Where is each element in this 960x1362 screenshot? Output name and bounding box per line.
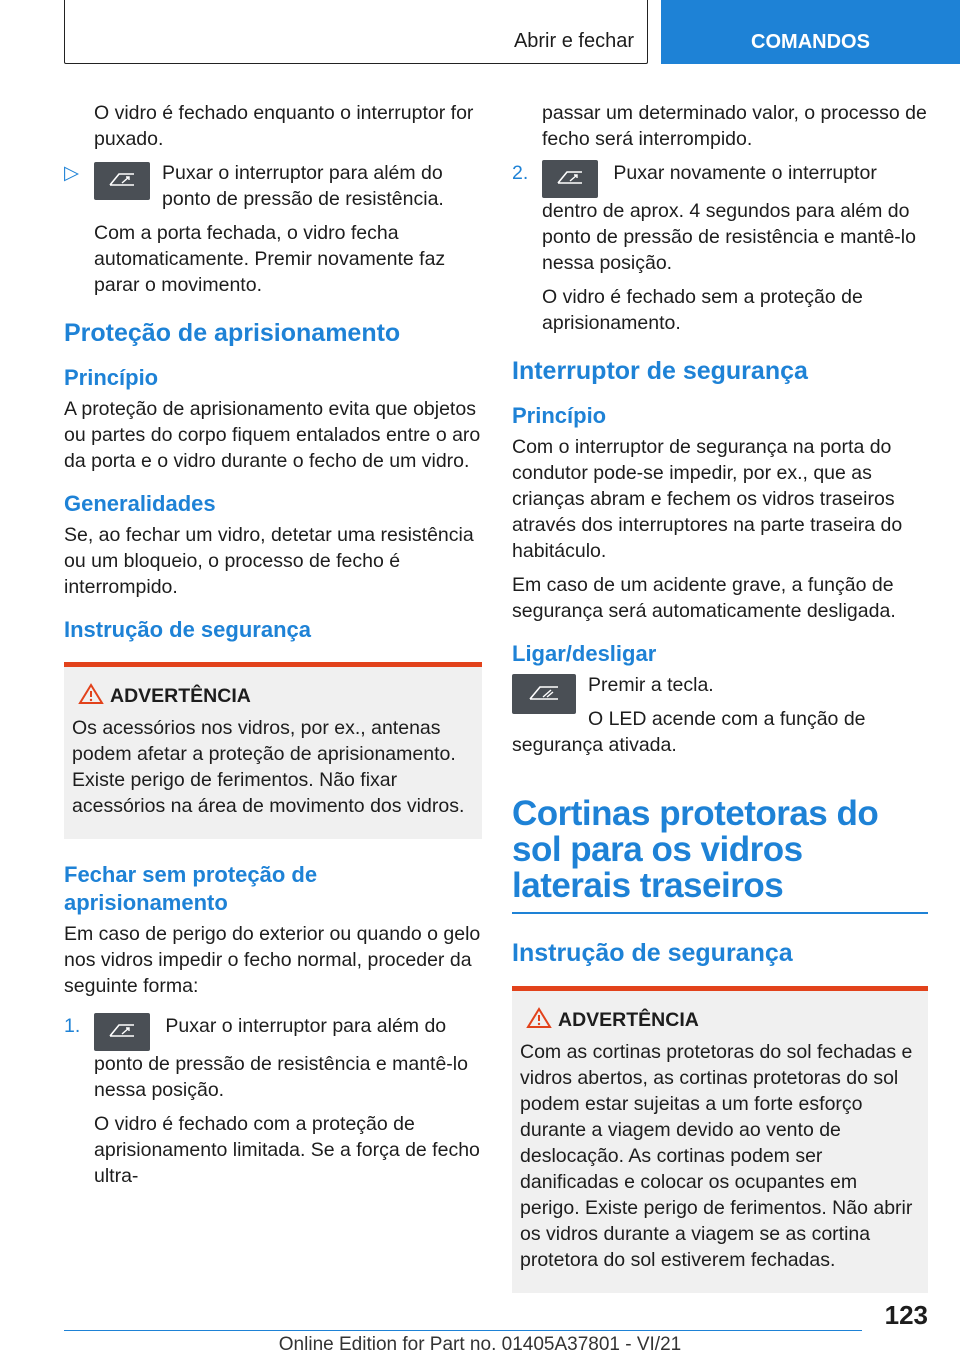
- paragraph: Se, ao fechar um vidro, detetar uma resistência ou um bloqueio, o processo de fecho é interrompido.: [64, 524, 474, 598]
- window-switch-icon: [94, 1013, 150, 1051]
- paragraph: A proteção de aprisionamento evita que objetos ou partes do corpo fiquem entalados entre o aro da porta e o vidro durante o fecho de um vidro.: [64, 398, 481, 472]
- triangle-bullet-icon: ▷: [64, 162, 79, 184]
- subheading-close-without-protection: Fechar sem proteção de aprisionamento: [64, 862, 318, 915]
- paragraph: Premir a tecla.: [588, 674, 714, 696]
- paragraph: Com o interruptor de segurança na porta do condutor pode-se impedir, por ex., que as crianças abram e fechem os vidros traseiros através dos interruptores na parte traseira do habitáculo.: [512, 436, 903, 562]
- subheading-principle: Princípio: [64, 365, 159, 390]
- paragraph: O LED acende com a função de segurança ativada.: [512, 708, 866, 756]
- warning-box: [512, 986, 928, 1293]
- step-text: Puxar novamente o interruptor dentro de aprox. 4 segundos para além do ponto de pressão de resistência e mantê-lo nessa posição.: [542, 162, 916, 274]
- footer-edition: Online Edition for Part no. 01405A37801 - VI/21: [278, 1334, 682, 1355]
- warning-text: Os acessórios nos vidros, por ex., antenas podem afetar a proteção de aprisionamento. Existe perigo de ferimentos. Não fixar acessórios na área de movimento dos vidros.: [72, 717, 465, 817]
- window-switch-icon: [542, 160, 598, 198]
- subheading-on-off: Ligar/desligar: [512, 641, 657, 666]
- paragraph: Com a porta fechada, o vidro fecha automaticamente. Premir novamente faz parar o movimento.: [94, 222, 446, 296]
- heading-rule: [512, 912, 928, 914]
- header-section-title: Abrir e fechar: [513, 30, 634, 52]
- window-switch-icon: [94, 162, 150, 200]
- warning-title: [520, 1007, 920, 1033]
- warning-box: [64, 662, 482, 839]
- paragraph: Em caso de perigo do exterior ou quando o gelo nos vidros impedir o fecho normal, proceder da seguinte forma:: [64, 923, 481, 997]
- section-heading-safety-switch: Interruptor de segurança: [512, 357, 808, 385]
- page-header: [0, 0, 960, 66]
- on-off-block: [512, 672, 928, 766]
- header-chapter-tab: COMANDOS: [661, 0, 960, 64]
- paragraph: Em caso de um acidente grave, a função de segurança será automaticamente desligada.: [512, 574, 896, 622]
- paragraph: O vidro é fechado com a proteção de aprisionamento limitada. Se a força de fecho ultra-: [94, 1113, 480, 1187]
- step-item: [64, 1013, 482, 1103]
- chapter-heading-sun-blinds: Cortinas protetoras do sol para os vidros laterais traseiros: [512, 794, 879, 905]
- warning-label: ADVERTÊNCIA: [558, 1009, 699, 1031]
- step-number: 1.: [64, 1015, 81, 1037]
- instruction-text: Puxar o interruptor para além do ponto de pressão de resistência.: [162, 162, 444, 210]
- paragraph: O vidro é fechado enquanto o interruptor for puxado.: [94, 102, 474, 150]
- warning-title: [72, 683, 474, 709]
- left-column: [64, 100, 482, 1197]
- paragraph: passar um determinado valor, o processo de fecho será interrompido.: [542, 102, 927, 150]
- subheading-safety: Instrução de segurança: [64, 617, 311, 642]
- right-column: [512, 100, 928, 1315]
- safety-switch-icon: [512, 674, 576, 714]
- section-heading-safety: Instrução de segurança: [512, 939, 793, 967]
- instruction-item: [64, 160, 482, 212]
- section-heading-protection: Proteção de aprisionamento: [64, 319, 401, 347]
- page-number: 123: [884, 1300, 928, 1330]
- step-item: [512, 160, 928, 276]
- subheading-principle: Princípio: [512, 403, 607, 428]
- footer-rule: [64, 1330, 862, 1331]
- paragraph: O vidro é fechado sem a proteção de aprisionamento.: [542, 286, 863, 334]
- step-number: 2.: [512, 162, 529, 184]
- warning-triangle-icon: [526, 1007, 552, 1029]
- warning-triangle-icon: [78, 683, 104, 705]
- warning-label: ADVERTÊNCIA: [110, 685, 251, 707]
- warning-text: Com as cortinas protetoras do sol fechadas e vidros abertos, as cortinas protetoras do sol podem estar sujeitas a um forte esforço durante a viagem devido ao vento de deslocação. As cortinas podem ser danificadas e colocar os ocupantes em perigo. Existe perigo de ferimentos. Não abrir os vidros durante a viagem se as cortina protetora do sol estiverem fechadas.: [520, 1041, 913, 1271]
- step-text: Puxar o interruptor para além do ponto de pressão de resistência e mantê-lo nessa posição.: [94, 1015, 468, 1101]
- subheading-general: Generalidades: [64, 491, 216, 516]
